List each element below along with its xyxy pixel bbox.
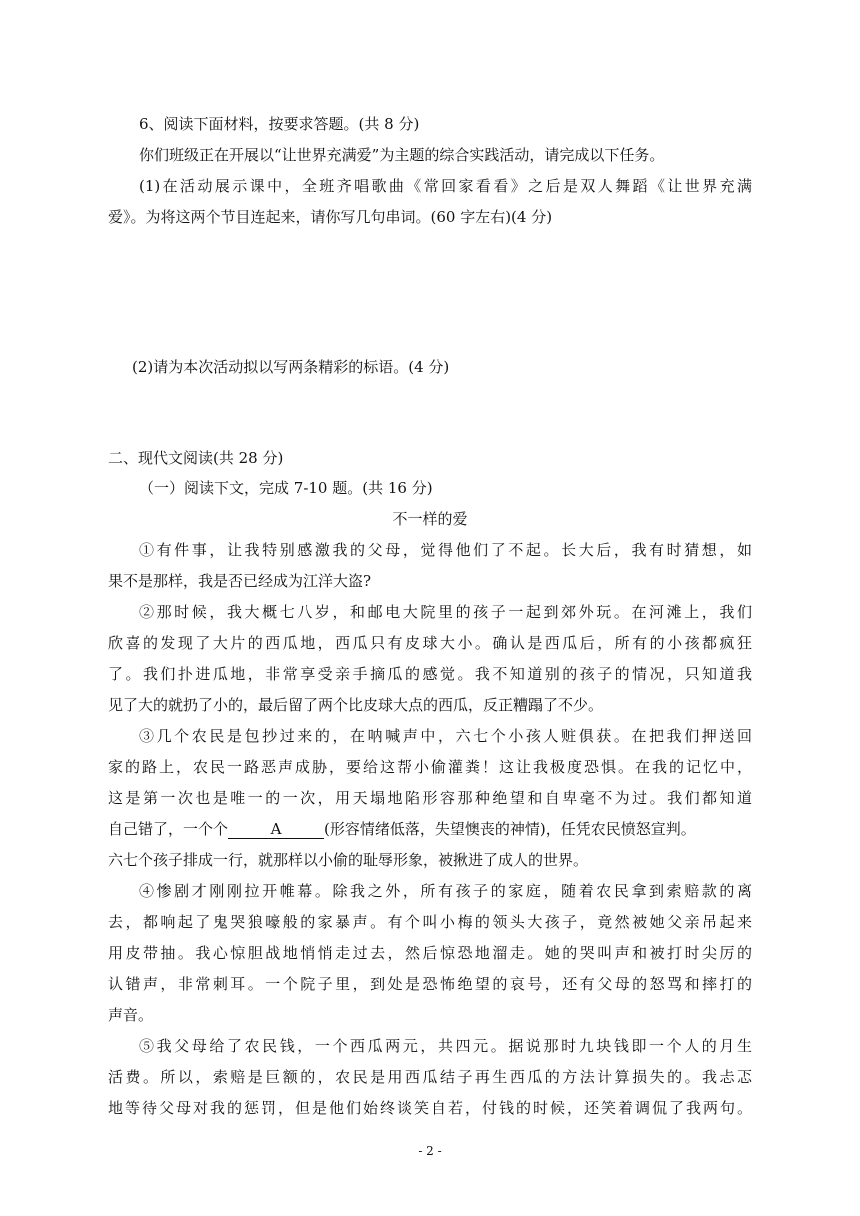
paragraph-2-line-2: 欣喜的发现了大片的西瓜地，西瓜只有皮球大小。确认是西瓜后，所有的小孩都疯狂 xyxy=(108,634,752,652)
paragraph-3-line-5: 六七个孩子排成一行，就那样以小偷的耻辱形象，被揪进了成人的世界。 xyxy=(108,851,589,869)
paragraph-3-line-2: 家的路上，农民一路恶声成胁，要给这帮小偷灌粪！这让我极度恐惧。在我的记忆中， xyxy=(108,758,752,776)
question-6-task1-line1: (1)在活动展示课中，全班齐唱歌曲《常回家看看》之后是双人舞蹈《让世界充满 xyxy=(139,177,752,195)
question-6-task1-line2: 爱》。为将这两个节目连起来，请你写几句串词。(60 字左右)(4 分) xyxy=(108,208,553,226)
paragraph-1-line-2: 果不是那样，我是否已经成为江洋大盗? xyxy=(108,572,372,590)
question-6-intro: 你们班级正在开展以“让世界充满爱”为主题的综合实践活动，请完成以下任务。 xyxy=(139,146,665,164)
paragraph-5-line-2: 活费。所以，索赔是巨额的，农民是用西瓜结子再生西瓜的方法计算损失的。我忐忑 xyxy=(108,1068,752,1086)
fill-in-blank-a[interactable]: A xyxy=(228,821,324,839)
paragraph-2-line-3: 了。我们扑进瓜地，非常享受亲手摘瓜的感觉。我不知道别的孩子的情况，只知道我 xyxy=(108,665,752,683)
page-number: - 2 - xyxy=(418,1144,442,1158)
paragraph-1-line-1: ①有件事，让我特别感激我的父母，觉得他们了不起。长大后，我有时猜想，如 xyxy=(139,541,752,559)
question-6-task2: (2)请为本次活动拟以写两条精彩的标语。(4 分) xyxy=(132,358,450,376)
paragraph-3-line-1: ③几个农民是包抄过来的，在呐喊声中，六七个小孩人赃俱获。在把我们押送回 xyxy=(139,727,752,745)
paragraph-4-line-5: 声音。 xyxy=(108,1006,154,1024)
paragraph-3-line-4-suffix: (形容情绪低落，失望懊丧的神情)，任凭农民愤怒宣判。 xyxy=(324,820,696,838)
section-two-subheading: （一）阅读下文，完成 7-10 题。(共 16 分) xyxy=(139,479,433,497)
paragraph-4-line-3: 用皮带抽。我心惊胆战地悄悄走过去，然后惊恐地溜走。她的哭叫声和被打时尖厉的 xyxy=(108,944,752,962)
paragraph-5-line-1: ⑤我父母给了农民钱，一个西瓜两元，共四元。据说那时九块钱即一个人的月生 xyxy=(139,1037,752,1055)
article-title: 不一样的爱 xyxy=(392,510,468,528)
paragraph-4-line-4: 认错声，非常刺耳。一个院子里，到处是恐怖绝望的哀号，还有父母的怒骂和摔打的 xyxy=(108,975,752,993)
section-two-heading: 二、现代文阅读(共 28 分) xyxy=(108,449,284,467)
paragraph-4-line-1: ④惨剧才刚刚拉开帷幕。除我之外，所有孩子的家庭，随着农民拿到索赔款的离 xyxy=(139,882,752,900)
paragraph-3-line-4 xyxy=(108,819,752,839)
paragraph-3-line-4-prefix: 自己错了，一个个 xyxy=(108,820,229,838)
paragraph-3-line-3: 这是第一次也是唯一的一次，用天塌地陷形容那种绝望和自卑毫不为过。我们都知道 xyxy=(108,789,752,807)
question-6-title: 6、阅读下面材料，按要求答题。(共 8 分) xyxy=(139,115,420,133)
paragraph-2-line-4: 见了大的就扔了小的，最后留了两个比皮球大点的西瓜，反正糟蹋了不少。 xyxy=(108,696,604,714)
paragraph-5-line-3: 地等待父母对我的惩罚，但是他们始终谈笑自若，付钱的时候，还笑着调侃了我两句。 xyxy=(108,1099,752,1117)
paragraph-4-line-2: 去，都响起了鬼哭狼嚎般的家暴声。有个叫小梅的领头大孩子，竟然被她父亲吊起来 xyxy=(108,913,752,931)
paragraph-2-line-1: ②那时候，我大概七八岁，和邮电大院里的孩子一起到郊外玩。在河滩上，我们 xyxy=(139,603,752,621)
